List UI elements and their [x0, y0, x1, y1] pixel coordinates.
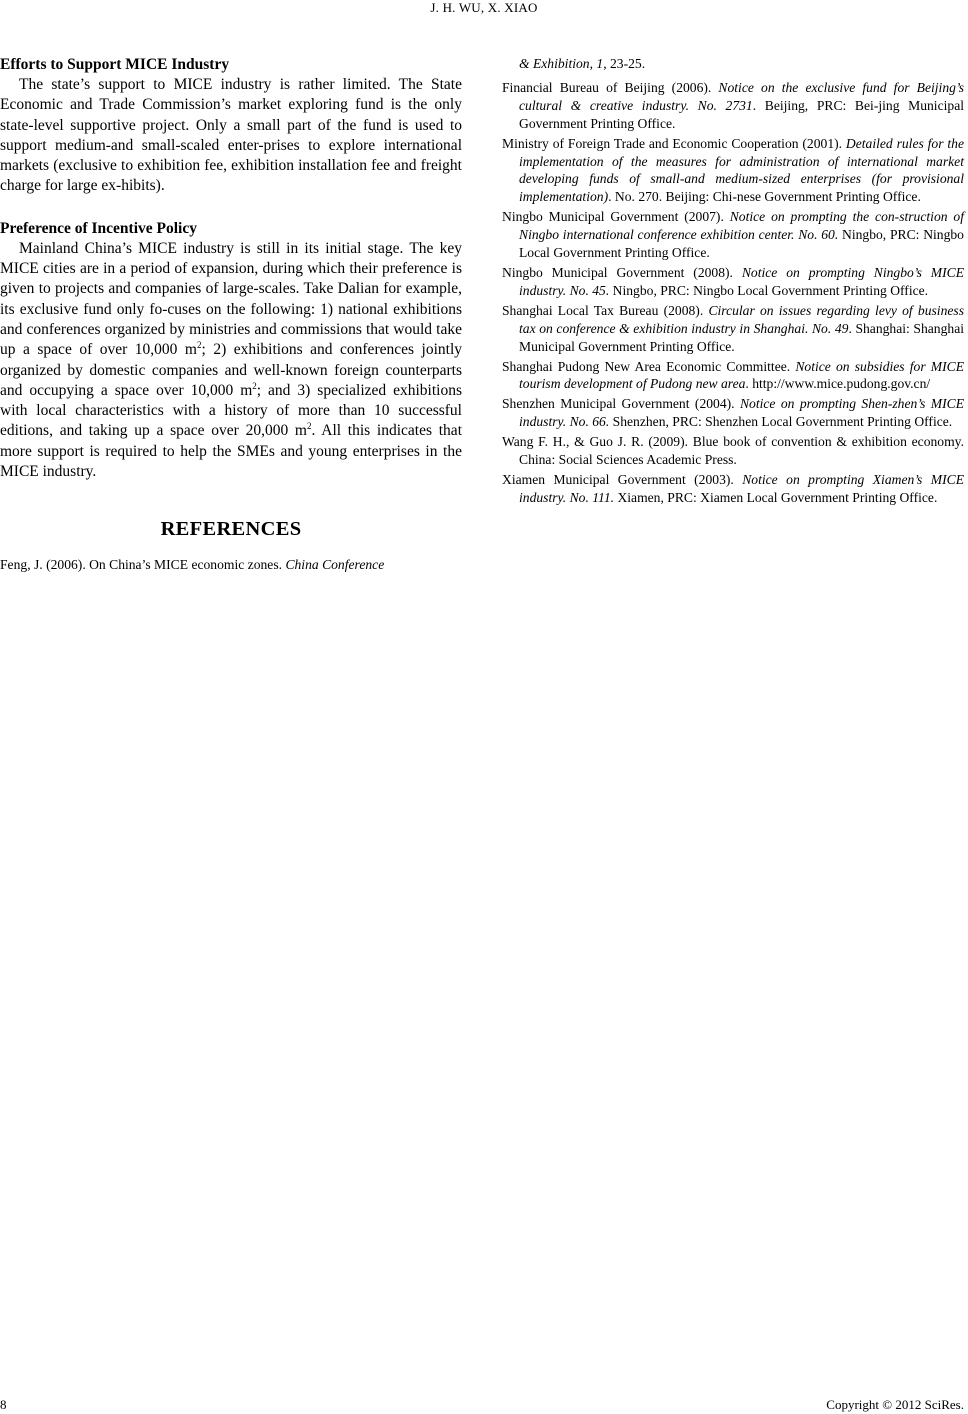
reference-italic: Notice on prompting Ningbo’s MICE industry. No. 45. [519, 264, 964, 298]
reference-feng-plain: Feng, J. (2006). On China’s MICE economic zones. [0, 557, 286, 573]
reference-tail: Ningbo, PRC: Ningbo Local Government Printing Office. [609, 282, 929, 298]
running-head: J. H. WU, X. XIAO [430, 0, 538, 15]
reference-item [502, 302, 964, 356]
paragraph-incentive-part-b: ; 2) exhibitions and conferences jointly organized by domestic companies and well-known foreign counterparts and occupying a space over 10,000 m [0, 341, 463, 399]
reference-plain: Xiamen Municipal Government (2003). [502, 471, 743, 487]
reference-tail: Xiamen, PRC: Xiamen Local Government Printing Office. [614, 489, 938, 505]
reference-italic: Notice on prompting Xiamen’s MICE industry. No. 111. [519, 471, 964, 505]
reference-item [502, 433, 964, 469]
superscript-3: 2 [307, 421, 312, 432]
section-heading-efforts: Efforts to Support MICE Industry [0, 56, 230, 73]
reference-item [502, 264, 964, 300]
paragraph-incentive-part-a: Mainland China’s MICE industry is still in its initial stage. The key MICE cities are in a period of expansion, during which their preference is given to projects and companies of large-scales. Take Dalian for example, its exclusive fund only fo-cuses on the following: 1) national exhibitions and conferences organized by ministries and commissions that would take up a space of over 10,000 m [0, 239, 462, 359]
references-heading: REFERENCES [160, 518, 302, 541]
reference-plain: Wang F. H., & Guo J. R. (2009). Blue book of convention & exhibition economy. China: Social Sciences Academic Press. [502, 434, 964, 468]
superscript-1: 2 [197, 340, 202, 351]
paragraph-efforts: The state’s support to MICE industry is rather limited. The State Economic and Trade Commission’s market exploring fund is the only state-level supportive project. Only a small part of the fund is used to support medium-and small-scaled enter-prises to explore international markets (exclusive to exhibition fee, exhibition installation fee and freight charge for large ex-hibits). [0, 76, 462, 195]
reference-plain: Shanghai Local Tax Bureau (2008). [502, 302, 709, 318]
paragraph-incentive-part-d: . All this indicates that more support is required to help the SMEs and young enterprises in the MICE industry. [0, 422, 462, 481]
paragraph-incentive [0, 239, 462, 483]
reference-item [502, 358, 964, 394]
reference-feng-cont-plain: , 23-25. [603, 56, 646, 71]
reference-feng-cont-italic: & Exhibition, 1 [519, 56, 604, 71]
page-number: 8 [0, 1397, 7, 1412]
left-column [0, 55, 462, 576]
reference-tail: . Beijing, PRC: Bei-jing Municipal Government Printing Office. [519, 97, 964, 131]
reference-tail: . Shanghai: Shanghai Municipal Government Printing Office. [519, 320, 965, 354]
reference-tail: Shenzhen, PRC: Shenzhen Local Government Printing Office. [609, 414, 953, 430]
reference-item [502, 79, 964, 133]
paragraph-incentive-part-c: ; and 3) specialized exhibitions with local characteristics with a history of more than 10 successful editions, and taking up a space over 20,000 m [0, 381, 462, 440]
reference-item [502, 395, 964, 431]
reference-feng-continued [502, 55, 964, 73]
reference-tail: . http://www.mice.pudong.gov.cn/ [745, 376, 931, 392]
reference-feng-italic: China Conference [285, 557, 385, 573]
reference-tail: Ningbo, PRC: Ningbo Local Government Printing Office. [519, 227, 964, 261]
reference-plain: Financial Bureau of Beijing (2006). [502, 79, 719, 95]
reference-italic: Notice on prompting the con-struction of Ningbo international conference exhibition center. No. 60. [519, 209, 964, 243]
reference-plain: Shanghai Pudong New Area Economic Committee. [502, 358, 796, 374]
section-heading-incentive: Preference of Incentive Policy [0, 219, 197, 237]
reference-plain: Ningbo Municipal Government (2008). [502, 264, 742, 280]
reference-item [502, 208, 964, 262]
reference-italic: Detailed rules for the implementation of the measures for administration of international market developing funds of small-and medium-sized enterprises (for provisional implementation) [519, 135, 964, 205]
reference-italic: Circular on issues regarding levy of business tax on conference & exhibition industry in Shanghai. No. 49 [519, 302, 964, 336]
reference-italic: Notice on subsidies for MICE tourism development of Pudong new area [519, 358, 964, 392]
reference-italic: Notice on the exclusive fund for Beijing’s cultural & creative industry. No. 2731 [519, 79, 964, 113]
reference-item [502, 471, 964, 507]
reference-plain: Ningbo Municipal Government (2007). [502, 209, 730, 225]
reference-tail: . No. 270. Beijing: Chi-nese Government Printing Office. [608, 189, 921, 205]
reference-feng [0, 556, 462, 574]
right-column [502, 55, 964, 509]
reference-italic: Notice on prompting Shen-zhen’s MICE industry. No. 66. [519, 396, 964, 430]
reference-plain: Shenzhen Municipal Government (2004). [502, 396, 740, 412]
reference-item [502, 135, 964, 207]
superscript-2: 2 [252, 380, 257, 391]
reference-plain: Ministry of Foreign Trade and Economic Cooperation (2001). [502, 135, 846, 151]
copyright-notice: Copyright © 2012 SciRes. [826, 1397, 964, 1412]
